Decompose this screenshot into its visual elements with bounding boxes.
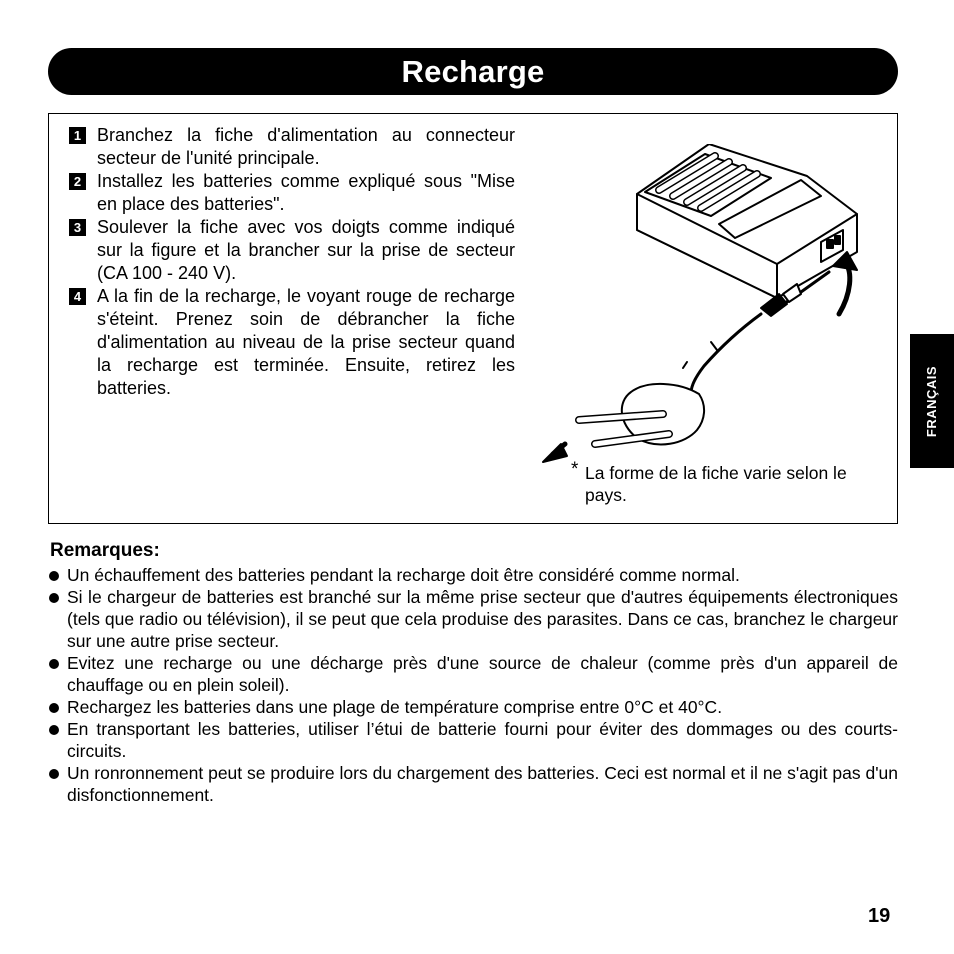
remark-text: Si le chargeur de batteries est branché sur la même prise secteur que d'autres équipements électroniques (tels que radio ou télévision), il se peut que cela produise des parasites. Dans ce cas, branchez le chargeur sur une autre prise secteur.	[67, 587, 898, 651]
title-bar	[48, 48, 898, 95]
remark-item	[48, 564, 898, 586]
remark-item	[48, 586, 898, 652]
step-number-badge: 4	[69, 288, 86, 305]
steps-list	[69, 124, 515, 400]
page-title: Recharge	[401, 53, 545, 89]
power-cord-icon	[683, 272, 829, 402]
remark-item	[48, 718, 898, 762]
remark-text: Un ronronnement peut se produire lors du chargement des batteries. Ceci est normal et il ne s'agit pas d'un disfonctionnement.	[67, 763, 898, 805]
remark-item	[48, 652, 898, 696]
remark-text: Evitez une recharge ou une décharge près d'une source de chaleur (comme près d'un appareil de chauffage ou en plein soleil).	[67, 653, 898, 695]
wall-plug-icon	[579, 384, 704, 444]
language-tab	[910, 334, 954, 468]
step-text: Branchez la fiche d'alimentation au connecteur secteur de l'unité principale.	[97, 125, 515, 168]
bullet-icon	[49, 769, 59, 779]
remarks-heading: Remarques:	[50, 540, 160, 561]
arrow-left-icon	[543, 444, 567, 462]
remark-item	[48, 696, 898, 718]
footnote-text: La forme de la fiche varie selon le pays.	[585, 463, 847, 505]
bullet-icon	[49, 725, 59, 735]
arrow-up-icon	[833, 252, 857, 314]
remark-text: Un échauffement des batteries pendant la recharge doit être considéré comme normal.	[67, 565, 740, 585]
footnote-mark: *	[571, 459, 579, 480]
charger-illustration	[539, 144, 889, 464]
step-text: Soulever la fiche avec vos doigts comme indiqué sur la figure et la brancher sur la prise de secteur (CA 100 - 240 V).	[97, 217, 515, 283]
bullet-icon	[49, 659, 59, 669]
bullet-icon	[49, 571, 59, 581]
instructions-box	[48, 113, 898, 524]
remark-text: Rechargez les batteries dans une plage de température comprise entre 0°C et 40°C.	[67, 697, 723, 717]
bullet-icon	[49, 593, 59, 603]
remarks-list	[48, 564, 898, 806]
page-number: 19	[868, 905, 891, 927]
language-tab-label: FRANÇAIS	[924, 365, 940, 437]
remark-text: En transportant les batteries, utiliser l’étui de batterie fourni pour éviter des dommages ou des courts-circuits.	[67, 719, 898, 761]
step-item	[69, 170, 515, 216]
step-number-badge: 2	[69, 173, 86, 190]
step-item	[69, 216, 515, 285]
step-number-badge: 1	[69, 127, 86, 144]
step-item	[69, 124, 515, 170]
figure-footnote	[571, 459, 881, 506]
step-text: Installez les batteries comme expliqué sous "Mise en place des batteries".	[97, 171, 515, 214]
step-number-badge: 3	[69, 219, 86, 236]
remark-item	[48, 762, 898, 806]
bullet-icon	[49, 703, 59, 713]
step-text: A la fin de la recharge, le voyant rouge de recharge s'éteint. Prenez soin de débrancher la fiche d'alimentation au niveau de la prise secteur quand la recharge est terminée. Ensuite, retirez les batteries.	[97, 286, 515, 398]
step-item	[69, 285, 515, 400]
